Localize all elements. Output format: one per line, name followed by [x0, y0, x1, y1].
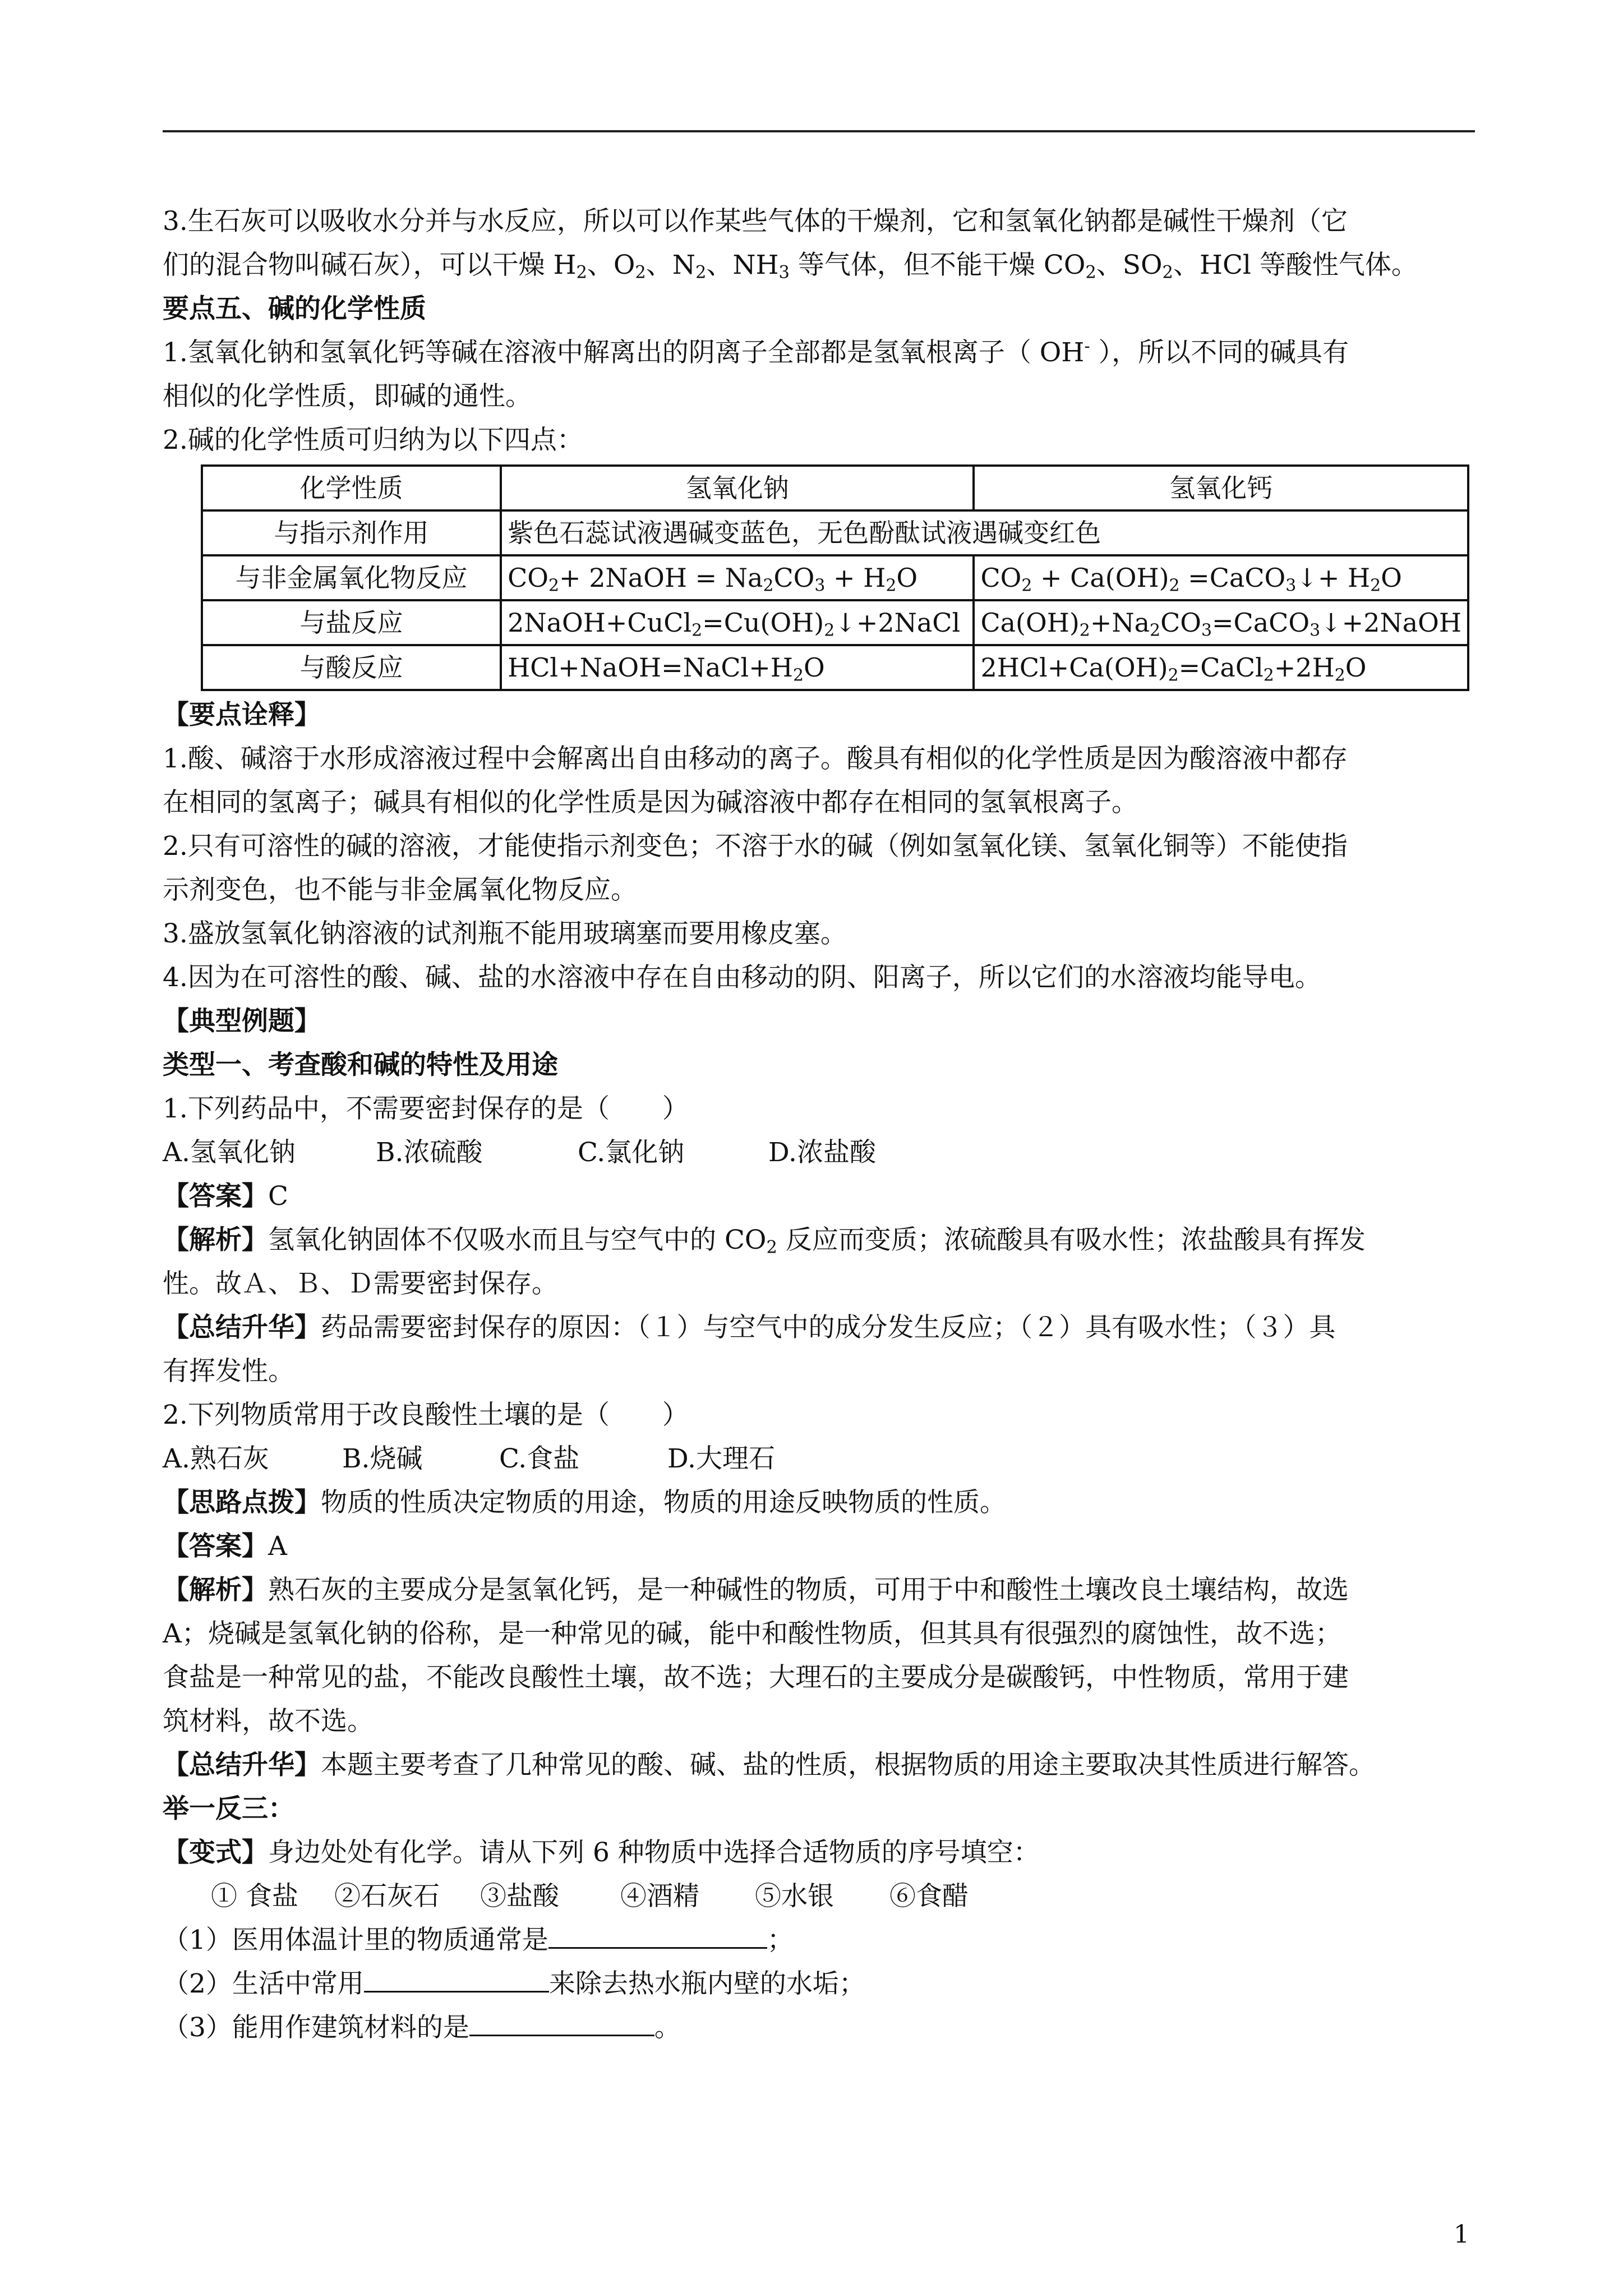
question-2-analysis: 【解析】熟石灰的主要成分是氢氧化钙，是一种碱性的物质，可用于中和酸性土壤改良土壤结构，故选 A；烧碱是氢氧化钠的俗称，是一种常见的碱，能中和酸性物质，但其具有很强烈的腐蚀性，故不选； 食盐是一种常见的盐，不能改良酸性土壤，故不选；大理石的主要成分是碳酸钙，中性物质，常用于建 筑材料，故不选。: [163, 1575, 1349, 1737]
question-1-options: [163, 1131, 1469, 1175]
header-rule: [163, 130, 1475, 132]
examples-heading: 【典型例题】: [163, 1006, 321, 1037]
page-number: 1: [1454, 2220, 1469, 2249]
question-2-answer: 【答案】A: [163, 1531, 287, 1562]
answer-blank[interactable]: [469, 2010, 654, 2036]
option: D.大理石: [667, 1443, 775, 1474]
notes-heading: 【要点诠释】: [163, 700, 321, 730]
document-body: [163, 200, 1469, 2050]
table-cell: $CO_2 + Ca(OH)_2$ =CaCO$_3$↓+ $H_2O$: [974, 555, 1468, 600]
question-1-analysis: 【解析】氢氧化钠固体不仅吸水而且与空气中的 $CO_2$ 反应而变质；浓硫酸具有吸水性；浓盐酸具有挥发 性。故Ａ、Ｂ、Ｄ需要密封保存。: [163, 1225, 1366, 1299]
choice: ④酒精: [620, 1881, 699, 1912]
table-row: [202, 600, 1468, 645]
note-item: 2.只有可溶性的碱的溶液，才能使指示剂变色；不溶于水的碱（例如氢氧化镁、氢氧化铜等）不能使指 示剂变色，也不能与非金属氧化物反应。: [163, 831, 1348, 905]
question-1-answer: 【答案】C: [163, 1181, 288, 1212]
table-cell: $2HCl+Ca(OH)_2=CaCl_2+2H_2O$: [974, 645, 1468, 690]
answer-blank[interactable]: [364, 1966, 549, 1993]
paragraph-base-ions: 1.氢氧化钠和氢氧化钙等碱在溶液中解离出的阴离子全部都是氢氧根离子（ OH- ），所以不同的碱具有 相似的化学性质，即碱的通性。: [163, 337, 1349, 412]
choice: ⑤水银: [755, 1881, 834, 1912]
question-1-stem: 1.下列药品中，不需要密封保存的是（ ）: [163, 1093, 689, 1124]
option: A.熟石灰: [163, 1443, 269, 1474]
fill-blank-1: （1）医用体温计里的物质通常是 ；: [163, 1918, 1469, 1962]
question-1-summary: 【总结升华】药品需要密封保存的原因：（１）与空气中的成分发生反应；（２）具有吸水性；（３）具 有挥发性。: [163, 1312, 1336, 1387]
choice: ⑥食醋: [889, 1881, 969, 1912]
option: C.食盐: [499, 1443, 580, 1474]
table-cell: 与非金属氧化物反应: [202, 555, 501, 600]
question-2-hint: 【思路点拨】物质的性质决定物质的用途，物质的用途反映物质的性质。: [163, 1487, 1006, 1518]
table-header: 氢氧化钙: [974, 466, 1468, 510]
table-cell: 与盐反应: [202, 600, 501, 645]
option: A.氢氧化钠: [163, 1137, 296, 1168]
table-header: 氢氧化钠: [501, 466, 974, 510]
base-properties-table: [201, 464, 1469, 691]
table-cell: $2NaOH+CuCl_2=Cu(OH)_2↓+2NaCl$: [501, 600, 974, 645]
option: D.浓盐酸: [768, 1137, 876, 1168]
choice: ②石灰石: [334, 1881, 440, 1912]
table-cell: 紫色石蕊试液遇碱变蓝色，无色酚酞试液遇碱变红色: [501, 510, 1468, 555]
table-cell: 与酸反应: [202, 645, 501, 690]
question-2-options: [163, 1437, 1469, 1481]
table-row: [202, 645, 1468, 690]
option: B.浓硫酸: [376, 1137, 483, 1168]
question-2-summary: 【总结升华】本题主要考查了几种常见的酸、碱、盐的性质，根据物质的用途主要取决其性质进行解答。: [163, 1750, 1375, 1780]
answer-blank[interactable]: [548, 1922, 767, 1949]
section-heading: 要点五、碱的化学性质: [163, 293, 426, 324]
table-header-row: [202, 466, 1468, 510]
choice: ③盐酸: [480, 1881, 559, 1912]
fill-blank-2: （2）生活中常用 来除去热水瓶内壁的水垢；: [163, 1962, 1469, 2006]
variant-choices: [163, 1875, 1469, 1918]
table-cell: $Ca(OH)_2+Na_2CO_3=CaCO_3↓+2NaOH$: [974, 600, 1468, 645]
type-heading: 类型一、考查酸和碱的特性及用途: [163, 1050, 558, 1080]
paragraph-quicklime: 3.生石灰可以吸收水分并与水反应，所以可以作某些气体的干燥剂，它和氢氧化钠都是碱性干燥剂（它 们的混合物叫碱石灰），可以干燥 $H_2$、$O_2$、$N_2$、$NH_3$ 等气体，但不能干燥 $CO_2$、$SO_2$、HCl 等酸性气体。: [163, 206, 1418, 283]
table-row: [202, 555, 1468, 600]
table-header: 化学性质: [202, 466, 501, 510]
paragraph-four-points: 2.碱的化学性质可归纳为以下四点：: [163, 425, 583, 455]
practice-heading: 举一反三：: [163, 1793, 294, 1824]
option: C.氯化钠: [578, 1137, 685, 1168]
table-cell: $HCl+NaOH=NaCl+H_2O$: [501, 645, 974, 690]
question-2-stem: 2.下列物质常用于改良酸性土壤的是（ ）: [163, 1400, 689, 1430]
note-item: 3.盛放氢氧化钠溶液的试剂瓶不能用玻璃塞而要用橡皮塞。: [163, 918, 847, 949]
table-cell: $CO_2+$ 2NaOH = $Na_2CO_3 + H_2O$: [501, 555, 974, 600]
variant-stem: 【变式】身边处处有化学。请从下列 6 种物质中选择合适物质的序号填空：: [163, 1837, 1040, 1868]
fill-blank-3: （3）能用作建筑材料的是 。: [163, 2006, 1469, 2050]
table-cell: 与指示剂作用: [202, 510, 501, 555]
choice: ① 食盐: [211, 1881, 298, 1912]
table-row: [202, 510, 1468, 555]
note-item: 1.酸、碱溶于水形成溶液过程中会解离出自由移动的离子。酸具有相似的化学性质是因为酸溶液中都存 在相同的氢离子；碱具有相似的化学性质是因为碱溶液中都存在相同的氢氧根离子。: [163, 743, 1348, 818]
note-item: 4.因为在可溶性的酸、碱、盐的水溶液中存在自由移动的阴、阳离子，所以它们的水溶液均能导电。: [163, 962, 1321, 993]
option: B.烧碱: [342, 1443, 423, 1474]
